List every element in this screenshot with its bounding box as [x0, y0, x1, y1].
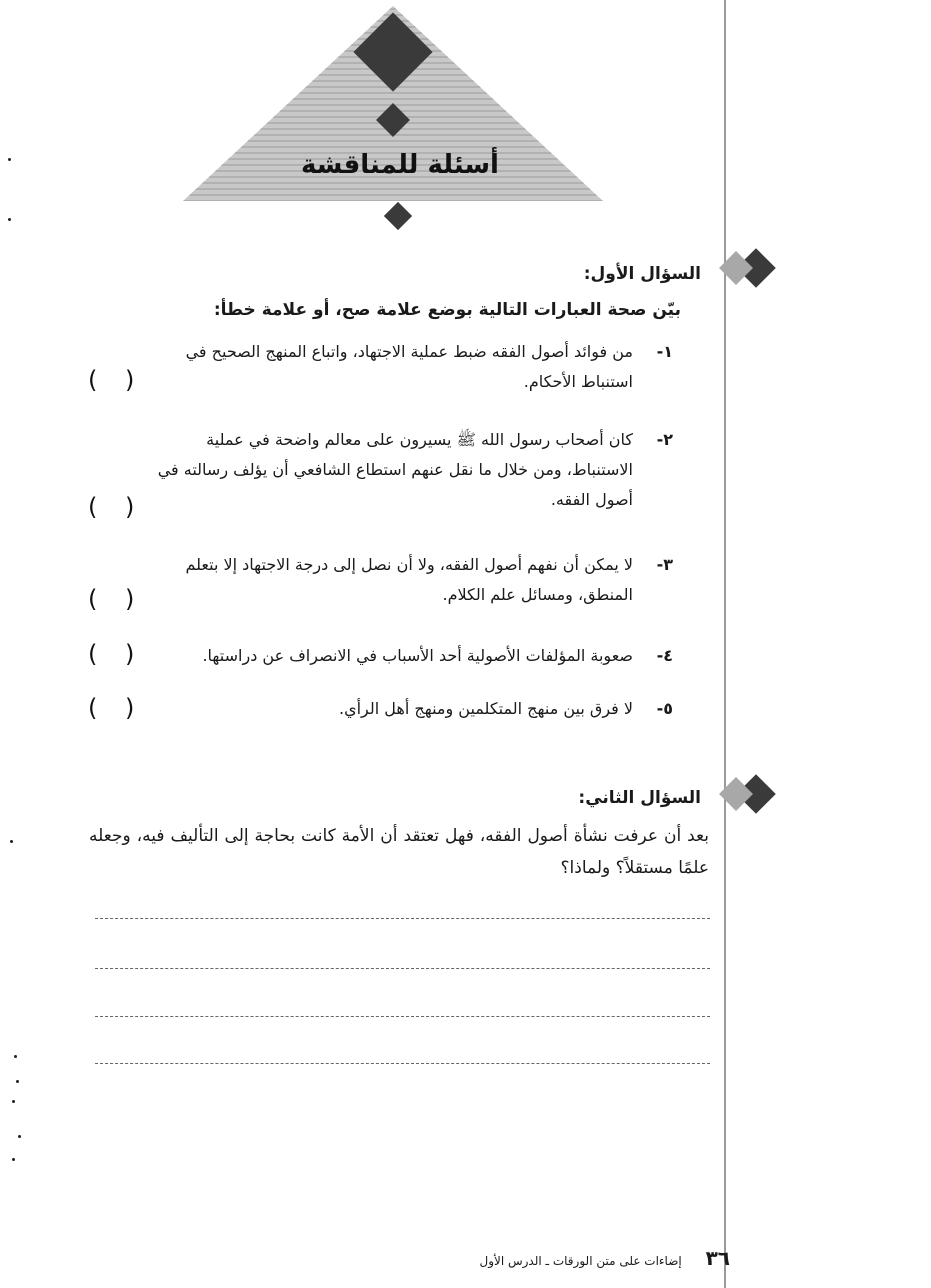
margin-speck	[12, 1100, 15, 1103]
question-1-heading: السؤال الأول:	[583, 264, 701, 284]
statement-4: ٤- صعوبة المؤلفات الأصولية أحد الأسباب في الانصراف عن دراستها.	[202, 646, 673, 665]
margin-speck	[14, 1055, 17, 1058]
question-2-heading: السؤال الثاني:	[578, 788, 701, 808]
answer-box-5[interactable]: ( )	[88, 694, 145, 722]
statement-3: ٣- لا يمكن أن نفهم أصول الفقه، ولا أن نصل إلى درجة الاجتهاد إلا بتعلم المنطق، ومسائل علم الكلام.	[185, 555, 673, 604]
margin-speck	[10, 840, 13, 843]
margin-speck	[8, 218, 11, 221]
statement-2: ٢- كان أصحاب رسول الله ﷺ يسيرون على معالم واضحة في عملية الاستنباط، ومن خلال ما نقل عنهم استطاع الشافعي أن يؤلف رسالته في أصول الفقه.	[157, 430, 673, 509]
answer-line[interactable]	[95, 968, 710, 969]
page-margin-rule	[724, 0, 726, 1288]
statement-5: ٥- لا فرق بين منهج المتكلمين ومنهج أهل الرأي.	[339, 699, 673, 718]
margin-speck	[18, 1135, 21, 1138]
answer-box-4[interactable]: ( )	[88, 640, 145, 668]
page-title: أسئلة للمناقشة	[301, 150, 499, 180]
answer-box-3[interactable]: ( )	[88, 585, 145, 613]
page-number: ٣٦	[705, 1246, 730, 1270]
header-diamond-icon	[384, 202, 412, 230]
answer-line[interactable]	[95, 1063, 710, 1064]
question-2-text: بعد أن عرفت نشأة أصول الفقه، فهل تعتقد أن الأمة كانت بحاجة إلى التأليف فيه، وجعله علمًا مستقلاً؟ ولماذا؟	[89, 826, 709, 878]
question-marker-icon	[706, 770, 786, 830]
margin-speck	[16, 1080, 19, 1083]
statement-1: ١- من فوائد أصول الفقه ضبط عملية الاجتهاد، واتباع المنهج الصحيح في استنباط الأحكام.	[185, 342, 673, 391]
question-1-instruction: بيّن صحة العبارات التالية بوضع علامة صح، أو علامة خطأ:	[213, 300, 681, 320]
margin-speck	[8, 158, 11, 161]
margin-speck	[12, 1158, 15, 1161]
answer-box-1[interactable]: ( )	[88, 366, 145, 394]
running-title: إضاءات على متن الورقات ـ الدرس الأول	[479, 1254, 682, 1268]
question-marker-icon	[706, 244, 786, 304]
answer-line[interactable]	[95, 1016, 710, 1017]
page-footer	[440, 1246, 730, 1270]
answer-box-2[interactable]: ( )	[88, 493, 145, 521]
answer-line[interactable]	[95, 918, 710, 919]
